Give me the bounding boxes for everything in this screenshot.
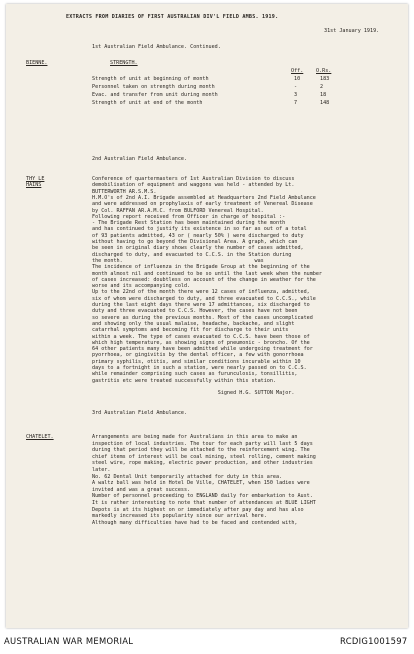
section-2-text-line: so severe as during the previous months. Most of the cases uncomplicated [92,314,313,321]
section-2-text-line: 64 other patients many have been admitted while undergoing treatment for [92,346,313,353]
section-2-text-line: by Col. RAFFAN AR.A.M.C. from BULFORD Venereal Hospital. [92,207,264,214]
section-3-text-line: chief items of interest will be coal mining, steel rolling, cement making [92,453,316,460]
section-2-text-line: and were addressed on prophylaxis of early treatment of Venereal Disease [92,201,313,208]
section-2-text-line: six of whom were discharged to duty, and three evacuated to C.C.S., while [92,295,316,302]
strength-heading: STRENGTH. [110,60,138,66]
footer-record-id: RCDIG1001597 [340,636,408,646]
strength-row-label: Personnel taken on strength during month [92,84,215,90]
section-2-text-line: be seen in original diary shows clearly the number of cases admitted, [92,245,304,252]
strength-row-label: Strength of unit at end of the month [92,100,203,106]
section-2-place-line-2: HAINS [26,182,42,188]
section-3-heading: 3rd Australian Field Ambulance. [92,410,188,416]
section-1-place: BIENNE. [26,60,48,66]
section-2-text-line: Following report received from Officer in charge of hospital :- [92,213,286,220]
strength-row-or: 2 [320,84,324,90]
section-3-text-line: steel wire, rope making, electric power production, and other industries [92,460,313,467]
section-2-text-line: within a week. The type of cases evacuated to C.C.S. have been those of [92,333,310,340]
strength-row-off: - [294,84,298,90]
section-3-text-line: markedly increased its popularity since our arrival here. [92,513,267,520]
section-2-text-line: of 93 patients admitted, 43 or ( nearly 50% ) were discharged to duty [92,232,304,239]
section-3-text-line: Depots is at its highest on or immediately after pay day and has also [92,506,304,513]
section-2-text-line: Signed H.G. SUTTON Major. [92,390,295,397]
strength-row-label: Evac. and transfer from unit during month [92,92,218,98]
section-2-text-line: catarrhal symptoms and becoming fit for discharge to their units [92,327,289,334]
section-3-text-line: during that period they will be attached to the reinforcement wing. The [92,447,310,454]
document-date: 31st January 1919. [324,28,380,34]
section-2-text-line: H.M.O's of 2nd A.I. Brigade assembled at Headquarters 2nd Field Ambulance [92,194,316,201]
section-2-text-line: month almost nil and continued to be so until the last week when the number [92,270,323,277]
section-2-text-line: duty and three evacuated to C.C.S. However, the cases have not been [92,308,298,315]
section-3-text-line: Arrangements are being made for Australians in this area to make an [92,434,298,440]
section-2-text-line: which high temperature, as showing signs of pneumonic - broncho. Of the [92,339,310,346]
section-2-text-line: discharged to duty, and evacuated to C.C.S. in the Station during [92,251,292,258]
col-or-header: O.Rs. [316,68,332,74]
strength-row-or: 148 [320,100,330,106]
strength-row-label: Strength of unit at beginning of month [92,76,209,82]
section-2-text-line: gastritis etc were treated successfully within this station. [92,377,277,384]
section-3-text-line: It is rather interesting to note that number of attendances at BLUE LIGHT [92,500,316,506]
section-3-text-line: later. [92,467,111,473]
col-off-header: Off. [291,68,304,74]
section-2-text-line: - The Brigade Rest Station has been maintained during the month [92,220,286,227]
document-page [6,4,408,628]
section-2-text-line: BUTTERWORTH AR.S.M.S. [92,188,157,195]
strength-row-or: 18 [320,92,327,98]
section-2-text-line: demobilisation of equipment and waggons was held - attended by Lt. [92,182,295,189]
section-2-text-line: pyorrhoea, or gingivitis by the dental officer, a few with gonorrhoea [92,352,304,359]
section-2-text-line: The incidence of influenza in the Brigade Group at the beginning of the [92,264,310,271]
section-3-text-line: A waltz ball was held in Hotel De Ville, CHATELET, when 150 ladies were [92,480,310,487]
section-2-text-line: and has continued to justify its existence in so far as out of a total [92,226,307,233]
section-3-text-line: No. 62 Dental Unit temporarily attached for duty in this area. [92,473,283,480]
section-3-text-line: Number of personnel proceeding to ENGLAND daily for embarkation to Aust. [92,493,313,500]
section-2-text-line: and showing only the usual malaise, headache, backache, and slight [92,320,295,327]
section-2-text-line: during the last eight days there were 17 admittances, six discharged to [92,302,310,308]
strength-row-off: 10 [294,76,301,82]
section-2-text-line: without having to go beyond the Divisional Area. A graph, which can [92,239,298,245]
section-2-text-line: Conference of quartermasters of 1st Australian Division to discuss [92,176,295,182]
strength-row-off: 7 [294,100,298,106]
section-2-text-line: Up to the 22nd of the month there were 12 cases of influenza, admitted, [92,289,310,296]
strength-row-or: 183 [320,76,330,82]
section-1-heading: 1st Australian Field Ambulance. Continued. [92,44,221,50]
section-3-text-line: invited and was a great success. [92,486,191,493]
footer-archive-label: AUSTRALIAN WAR MEMORIAL [4,636,134,646]
document-title: EXTRACTS FROM DIARIES OF FIRST AUSTRALIAN DIV'L FIELD AMBS. 1919. [66,14,279,20]
section-2-text-line: of cases increased: doubtless on account of the change in weather for the [92,276,316,283]
section-2-text-line: days to a fortnight in such a station, were nearly passed on to C.C.S. [92,365,307,371]
section-3-text-line: Although many difficulties have had to be faced and contended with, [92,519,298,526]
section-3-place: CHATELET. [26,434,54,440]
section-2-text-line: worse and its accompanying cold. [92,283,191,290]
section-2-text-line: while remainder comprising such cases as furunculosis, tonsillitis, [92,371,298,378]
section-2-heading: 2nd Australian Field Ambulance. [92,156,188,162]
section-3-text-line: inspection of local industries. The tour for each party will last 5 days [92,440,313,447]
section-2-text-line: primary syphilis, otitis, and similar conditions incurable within 10 [92,358,301,365]
footer-bar [0,630,414,654]
section-2-place-line-1: THY LE [26,176,45,182]
section-2-text-line: the month. was [92,257,264,264]
strength-row-off: 3 [294,92,298,98]
